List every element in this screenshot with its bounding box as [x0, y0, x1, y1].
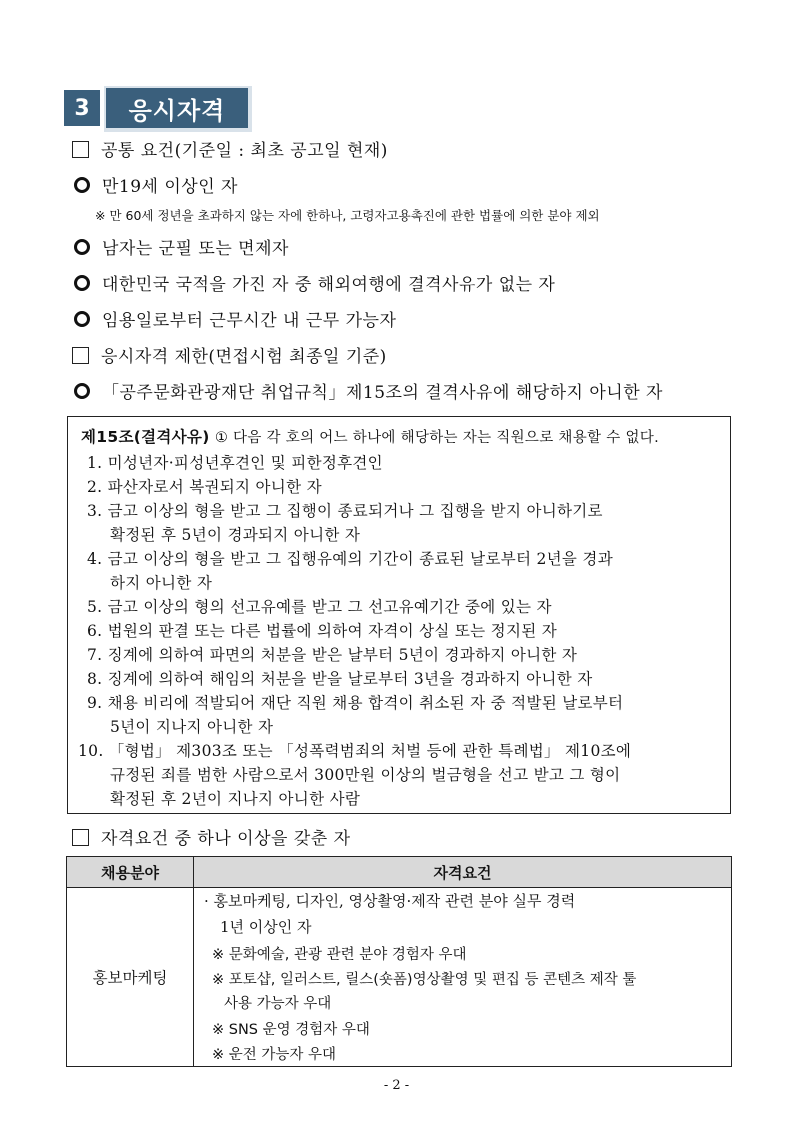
article-line: 7. 징계에 의하여 파면의 처분을 받은 날부터 5년이 경과하지 아니한 자	[87, 646, 578, 664]
article-line: 6. 법원의 판결 또는 다른 법률에 의하여 자격이 상실 또는 정지된 자	[87, 622, 557, 640]
section-number: 3	[64, 90, 100, 126]
section-title: 응시자격	[106, 88, 248, 128]
common-item	[72, 172, 238, 197]
age-note: ※ 만 60세 정년을 초과하지 않는 자에 한하나, 고령자고용촉진에 관한 법률에 의한 분야 제외	[95, 208, 600, 223]
common-item-text: 만19세 이상인 자	[102, 177, 238, 197]
article-line: 확정된 후 2년이 지나지 아니한 사람	[110, 790, 361, 808]
square-bullet-icon	[72, 141, 89, 158]
restriction-heading-text: 응시자격 제한(면접시험 최종일 기준)	[101, 347, 387, 367]
circle-bullet-icon	[74, 311, 90, 327]
restriction-heading	[72, 342, 387, 367]
common-item	[72, 270, 555, 295]
restriction-item-text: 「공주문화관광재단 취업규칙」제15조의 결격사유에 해당하지 아니한 자	[102, 383, 663, 403]
table-header-row	[67, 857, 732, 888]
requirement-line: · 홍보마케팅, 디자인, 영상촬영·제작 관련 분야 실무 경력	[204, 892, 576, 910]
article-line: 9. 채용 비리에 적발되어 재단 직원 채용 합격이 취소된 자 중 적발된 날로부터	[87, 694, 624, 712]
common-item	[72, 234, 289, 259]
page-number: - 2 -	[383, 1078, 410, 1093]
article-line: 2. 파산자로서 복권되지 아니한 자	[87, 478, 322, 496]
qualification-heading-text: 자격요건 중 하나 이상을 갖춘 자	[101, 829, 351, 849]
requirement-note: ※ 문화예술, 관광 관련 분야 경험자 우대	[212, 947, 467, 963]
circle-bullet-icon	[74, 275, 90, 291]
restriction-item	[72, 378, 663, 403]
common-item-text: 남자는 군필 또는 면제자	[102, 239, 289, 259]
article-15-box	[67, 416, 731, 814]
circle-bullet-icon	[74, 177, 90, 193]
circle-bullet-icon	[74, 239, 90, 255]
circle-bullet-icon	[74, 383, 90, 399]
article-line: 3. 금고 이상의 형을 받고 그 집행이 종료되거나 그 집행을 받지 아니하기로	[87, 502, 603, 520]
requirement-note: ※ SNS 운영 경험자 우대	[212, 1022, 370, 1038]
table-header-field: 채용분야	[67, 857, 194, 888]
article-line: 5. 금고 이상의 형의 선고유예를 받고 그 선고유예기간 중에 있는 자	[87, 598, 552, 616]
requirement-note: ※ 운전 가능자 우대	[212, 1047, 337, 1063]
common-heading-text: 공통 요건(기준일 : 최초 공고일 현재)	[101, 141, 388, 161]
article-line: 1. 미성년자·피성년후견인 및 피한정후견인	[87, 454, 383, 472]
common-item-text: 대한민국 국적을 가진 자 중 해외여행에 결격사유가 없는 자	[102, 275, 556, 295]
article-line: 규정된 죄를 범한 사람으로서 300만원 이상의 벌금형을 선고 받고 그 형이	[110, 766, 621, 784]
common-heading	[72, 136, 388, 161]
square-bullet-icon	[72, 829, 89, 846]
requirement-note: 사용 가능자 우대	[224, 996, 332, 1012]
table-header-requirements: 자격요건	[194, 857, 732, 888]
table-row	[67, 888, 732, 1067]
article-header	[81, 425, 659, 447]
field-cell: 홍보마케팅	[67, 888, 194, 1067]
common-item	[72, 306, 396, 331]
article-title: 제15조(결격사유)	[81, 428, 210, 446]
article-line: 확정된 후 5년이 경과되지 아니한 자	[110, 526, 361, 544]
qualification-heading	[72, 824, 351, 849]
requirement-line: 1년 이상인 자	[220, 918, 312, 936]
article-line: 하지 아니한 자	[110, 574, 213, 592]
article-line: 5년이 지나지 아니한 자	[110, 718, 274, 736]
square-bullet-icon	[72, 347, 89, 364]
article-line: 4. 금고 이상의 형을 받고 그 집행유예의 기간이 종료된 날로부터 2년을 경과	[87, 550, 613, 568]
article-line: 10. 「형법」 제303조 또는 「성폭력범죄의 처벌 등에 관한 특례법」 제10조에	[78, 742, 632, 760]
common-item-text: 임용일로부터 근무시간 내 근무 가능자	[102, 311, 397, 331]
requirement-note: ※ 포토샵, 일러스트, 릴스(숏폼)영상촬영 및 편집 등 콘텐츠 제작 툴	[212, 972, 637, 988]
article-lead: ① 다음 각 호의 어느 하나에 해당하는 자는 직원으로 채용할 수 없다.	[214, 430, 660, 446]
article-line: 8. 징계에 의하여 해임의 처분을 받을 날로부터 3년을 경과하지 아니한 자	[87, 670, 593, 688]
requirements-cell	[194, 888, 732, 1067]
qualification-table	[66, 856, 732, 1067]
